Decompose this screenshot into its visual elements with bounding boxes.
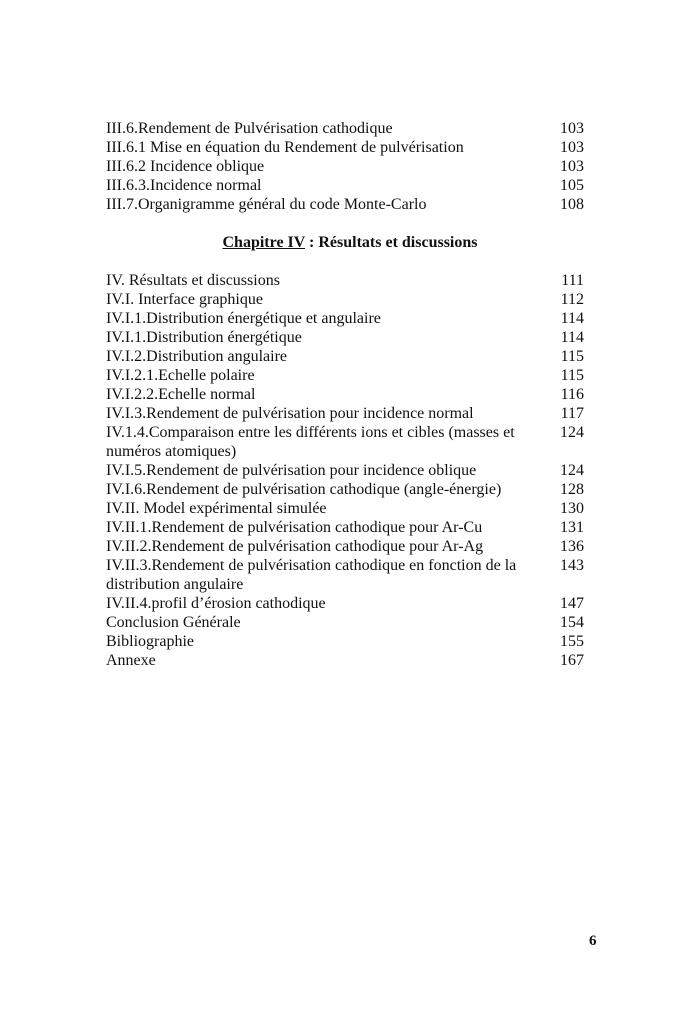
toc-entry[interactable] <box>106 480 584 499</box>
toc-entry[interactable] <box>106 556 584 594</box>
toc-entry-page: 115 <box>560 348 584 365</box>
toc-entry-page: 155 <box>560 633 584 650</box>
toc-entry-page: 112 <box>560 291 584 308</box>
toc-entry-page: 108 <box>560 196 584 213</box>
toc-entry-title: IV.II. Model expérimental simulée <box>106 500 327 517</box>
toc-entry[interactable] <box>106 366 584 385</box>
toc-entry-title: IV.II.3.Rendement de pulvérisation cathodique en fonction de la distribution angulaire <box>106 557 517 593</box>
toc-entry[interactable] <box>106 651 584 670</box>
toc-entry[interactable] <box>106 423 584 461</box>
toc-entry[interactable] <box>106 309 584 328</box>
toc-entry[interactable] <box>106 613 584 632</box>
toc-entry-title: Annexe <box>106 652 156 669</box>
toc-entry-page: 167 <box>560 652 584 669</box>
toc-entry-page: 103 <box>560 120 584 137</box>
toc-entry-page: 143 <box>560 557 584 574</box>
toc-entry[interactable] <box>106 271 584 290</box>
toc-entry[interactable] <box>106 461 584 480</box>
page-number: 6 <box>589 933 597 949</box>
toc-entry-page: 105 <box>560 177 584 194</box>
toc-entry[interactable] <box>106 537 584 556</box>
toc-entry-page: 115 <box>560 367 584 384</box>
toc-entry-title: IV.I.1.Distribution énergétique <box>106 329 302 346</box>
toc-entry-title: Conclusion Générale <box>106 614 241 631</box>
toc-entry-title: IV.II.4.profil d’érosion cathodique <box>106 595 326 612</box>
toc-entry-title: III.6.1 Mise en équation du Rendement de pulvérisation <box>106 139 464 156</box>
toc-entry-title: IV.I.1.Distribution énergétique et angulaire <box>106 310 381 327</box>
toc-entry[interactable] <box>106 119 584 138</box>
toc-entry[interactable] <box>106 518 584 537</box>
toc-entry[interactable] <box>106 328 584 347</box>
toc-entry-title: IV.1.4.Comparaison entre les différents ions et cibles (masses et numéros atomiques) <box>106 424 515 460</box>
toc-entry-page: 130 <box>560 500 584 517</box>
toc-entry-page: 136 <box>560 538 584 555</box>
toc-entry-page: 128 <box>560 481 584 498</box>
toc-entry-title: IV.II.2.Rendement de pulvérisation cathodique pour Ar-Ag <box>106 538 484 555</box>
toc-entry-page: 103 <box>560 139 584 156</box>
toc-entry-title: III.6.2 Incidence oblique <box>106 158 265 175</box>
toc-entry-page: 111 <box>561 272 584 289</box>
toc-entry-page: 147 <box>560 595 584 612</box>
toc-entry-title: IV.I.5.Rendement de pulvérisation pour incidence oblique <box>106 462 477 479</box>
toc-entry-page: 103 <box>560 158 584 175</box>
toc-entry[interactable] <box>106 594 584 613</box>
toc-entry[interactable] <box>106 385 584 404</box>
toc-entry-page: 117 <box>560 405 584 422</box>
toc-entry-title: IV.I.2.Distribution angulaire <box>106 348 288 365</box>
toc-entry-page: 114 <box>560 329 584 346</box>
chapter-heading-label: Chapitre IV <box>222 234 306 251</box>
toc-entry[interactable] <box>106 632 584 651</box>
toc-entry-title: IV.I. Interface graphique <box>106 291 263 308</box>
chapter-heading-title: : Résultats et discussions <box>305 234 478 251</box>
toc-entry-title: IV.I.6.Rendement de pulvérisation cathodique (angle-énergie) <box>106 481 502 498</box>
toc-entry[interactable] <box>106 404 584 423</box>
toc-entry-title: IV.I.2.1.Echelle polaire <box>106 367 255 384</box>
toc-entry-title: Bibliographie <box>106 633 194 650</box>
toc-entry[interactable] <box>106 195 584 214</box>
toc-entry-page: 124 <box>560 424 584 441</box>
toc-entry[interactable] <box>106 347 584 366</box>
toc-entry-title: IV.I.2.2.Echelle normal <box>106 386 256 403</box>
toc-entry-title: III.6.3.Incidence normal <box>106 177 262 194</box>
toc-entry-page: 114 <box>560 310 584 327</box>
toc-section-chapter-4 <box>106 271 584 670</box>
toc-entry[interactable] <box>106 176 584 195</box>
toc-entry-title: IV. Résultats et discussions <box>106 272 280 289</box>
toc-entry-page: 116 <box>560 386 584 403</box>
chapter-heading <box>0 233 700 252</box>
toc-entry-page: 154 <box>560 614 584 631</box>
toc-entry[interactable] <box>106 290 584 309</box>
toc-entry-title: IV.I.3.Rendement de pulvérisation pour incidence normal <box>106 405 474 422</box>
toc-entry-title: III.7.Organigramme général du code Monte-Carlo <box>106 196 427 213</box>
toc-entry[interactable] <box>106 499 584 518</box>
toc-entry[interactable] <box>106 157 584 176</box>
toc-entry-page: 124 <box>560 462 584 479</box>
toc-entry-title: III.6.Rendement de Pulvérisation cathodique <box>106 120 393 137</box>
toc-entry-title: IV.II.1.Rendement de pulvérisation cathodique pour Ar-Cu <box>106 519 483 536</box>
toc-entry[interactable] <box>106 138 584 157</box>
toc-section-chapter-3 <box>106 119 584 214</box>
toc-entry-page: 131 <box>560 519 584 536</box>
